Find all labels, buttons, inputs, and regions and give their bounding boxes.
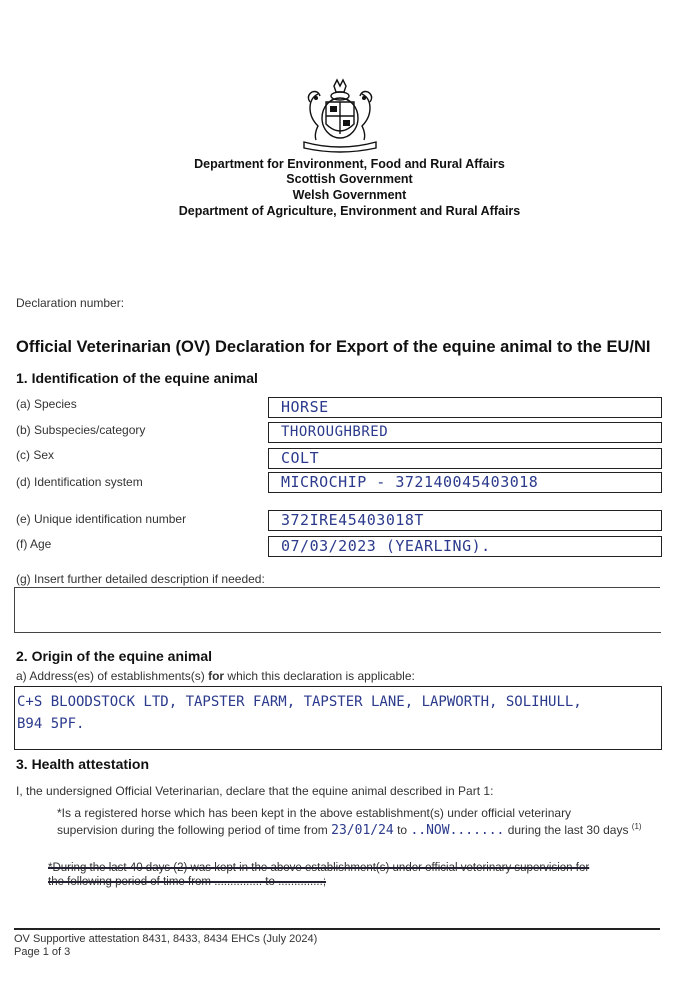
unique-id-field[interactable] — [268, 510, 662, 531]
sex-label: (c) Sex — [16, 448, 55, 462]
age-field[interactable] — [268, 536, 662, 557]
address-label: a) Address(es) of establishments(s) for which this declaration is applicable: — [16, 669, 415, 683]
period-from-date: 23/01/24 — [331, 823, 394, 838]
attestation-para1-line2: supervision during the following period of time from 23/01/24 to ..NOW....... during the last 30 days $^{(1)}$ — [57, 822, 642, 838]
address-line-2: B94 5PF. — [17, 716, 85, 732]
subspecies-value: THOROUGHBRED — [281, 424, 389, 440]
address-field[interactable] — [14, 686, 662, 750]
unique-id-value: 372IRE45403018T — [281, 511, 424, 529]
sex-value: COLT — [281, 449, 320, 467]
section3-heading: 3. Health attestation — [16, 756, 150, 772]
section2-heading: 2. Origin of the equine animal — [16, 648, 213, 664]
department-welsh-government: Welsh Government — [292, 188, 407, 202]
royal-coat-of-arms-emblem — [296, 76, 384, 156]
department-defra: Department for Environment, Food and Rural Affairs — [194, 157, 505, 171]
page-title: Official Veterinarian (OV) Declaration for Export of the equine animal to the EU/NI — [16, 338, 651, 356]
period-to-date: ..NOW....... — [410, 823, 505, 838]
subspecies-field[interactable] — [268, 422, 662, 443]
declaration-number-label: Declaration number: — [16, 296, 125, 310]
further-description-field[interactable] — [14, 588, 661, 633]
section1-heading: 1. Identification of the equine animal — [16, 370, 258, 386]
age-value: 07/03/2023 (YEARLING). — [281, 537, 491, 555]
identification-system-label: (d) Identification system — [16, 475, 143, 489]
page-number: Page 1 of 3 — [14, 946, 71, 958]
attestation-para2-line1-struck: *During the last 40 days (2) was kept in the above establishment(s) under official veterinary supervision for — [48, 862, 590, 874]
subspecies-label: (b) Subspecies/category — [16, 423, 146, 437]
identification-system-value: MICROCHIP - 372140045403018 — [281, 473, 539, 491]
species-label: (a) Species — [16, 397, 77, 411]
species-value: HORSE — [281, 398, 329, 416]
footer-rule — [14, 928, 660, 930]
attestation-intro: I, the undersigned Official Veterinarian, declare that the equine animal described in Part 1: — [16, 784, 494, 798]
further-description-label: (g) Insert further detailed description if needed: — [16, 572, 265, 586]
identification-system-field[interactable] — [268, 472, 662, 493]
address-line-1: C+S BLOODSTOCK LTD, TAPSTER FARM, TAPSTER LANE, LAPWORTH, SOLIHULL, — [17, 694, 582, 710]
sex-field[interactable] — [268, 448, 662, 469]
age-label: (f) Age — [16, 537, 52, 551]
department-scottish-government: Scottish Government — [286, 172, 413, 186]
attestation-para1-line1: *Is a registered horse which has been kept in the above establishment(s) under official veterinary — [57, 806, 572, 820]
footer-attestation-ref: OV Supportive attestation 8431, 8433, 8434 EHCs (July 2024) — [14, 933, 318, 945]
unique-id-label: (e) Unique identification number — [16, 512, 187, 526]
species-field[interactable] — [268, 397, 662, 418]
attestation-para2-line2-struck: the following period of time from ............... to ..............; — [48, 876, 327, 888]
department-daera: Department of Agriculture, Environment and Rural Affairs — [178, 204, 521, 218]
